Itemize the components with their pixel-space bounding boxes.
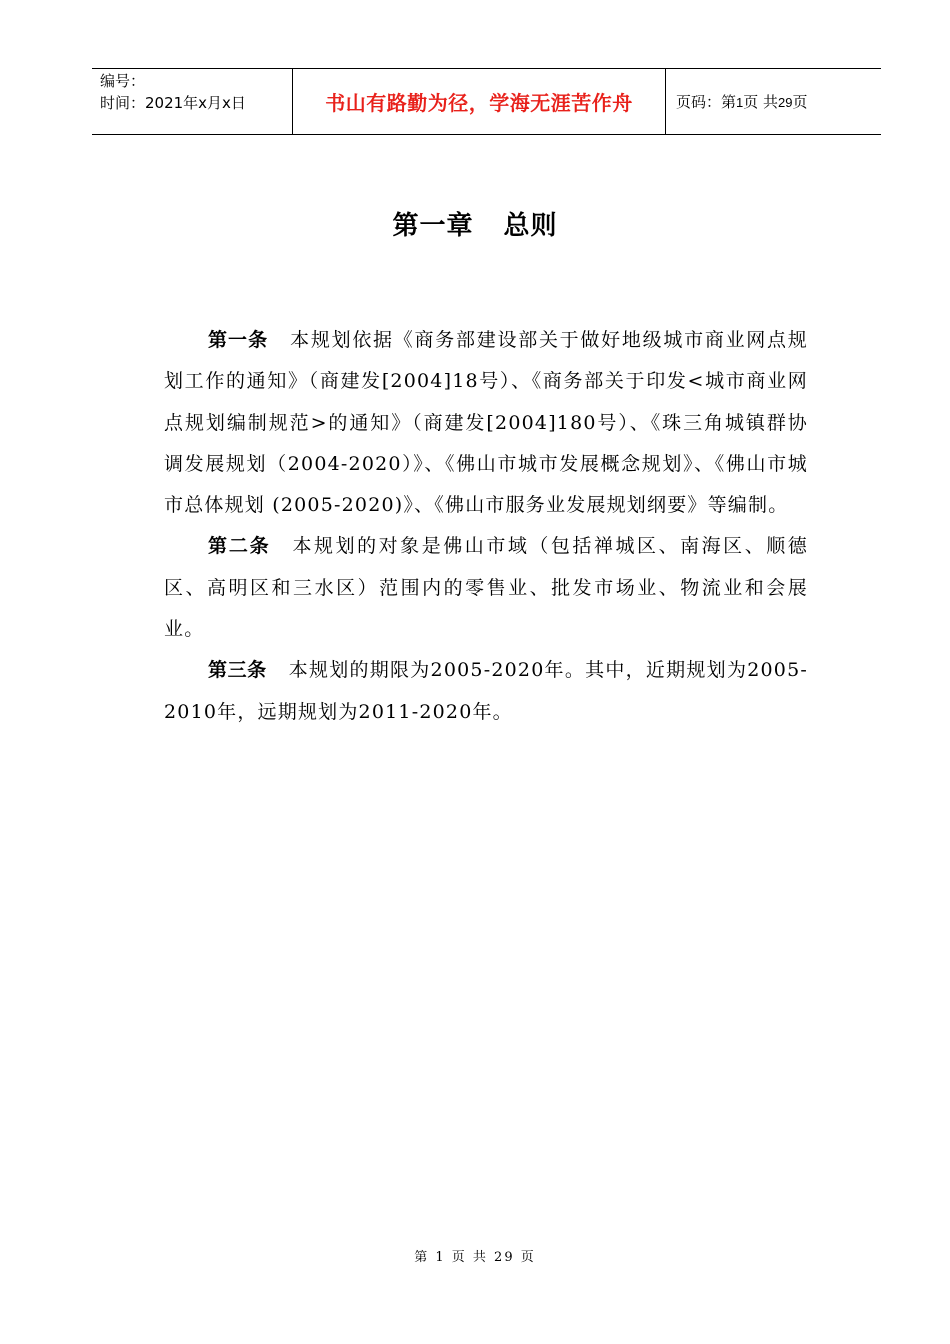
header-info-cell — [92, 69, 293, 134]
chapter-title — [0, 205, 950, 242]
article-text: 本规划的期限为2005-2020年。其中，近期规划为2005-2010年，远期规划为2011-2020年。 — [164, 659, 808, 723]
header-page-cell — [666, 69, 881, 134]
page-header — [92, 68, 881, 135]
page-middle: 页 共 — [743, 93, 779, 111]
document-body — [164, 320, 808, 733]
page-total: 29 — [778, 95, 793, 110]
article-label: 第一条 — [208, 329, 269, 351]
page-suffix: 页 — [792, 93, 808, 111]
page-footer: 第 1 页 共 29 页 — [414, 1250, 536, 1265]
chapter-name: 总则 — [503, 211, 558, 241]
chapter-number: 第一章 — [392, 211, 474, 241]
article-text: 本规划依据《商务部建设部关于做好地级城市商业网点规划工作的通知》（商建发[2004]18号）、《商务部关于印发<城市商业网点规划编制规范>的通知》（商建发[2004]180号）、《珠三角城镇群协调发展规划（2004-2020）》、《佛山市城市发展概念规划》、《佛山市城市总体规划 (2005-2020)》、《佛山市服务业发展规划纲要》等编制。 — [164, 329, 808, 517]
article-1 — [164, 320, 808, 526]
page-indicator — [676, 91, 881, 112]
number-label: 编号： — [100, 72, 146, 90]
article-label: 第三条 — [208, 659, 267, 682]
motto-text: 书山有路勤为径，学海无涯苦作舟 — [325, 91, 633, 115]
page-prefix: 页码：第 — [676, 93, 737, 111]
time-label: 时间：2021年x月x日 — [100, 94, 246, 112]
article-3 — [164, 650, 808, 733]
article-text: 本规划的对象是佛山市域（包括禅城区、南海区、顺德区、高明区和三水区）范围内的零售业、批发市场业、物流业和会展业。 — [164, 535, 808, 641]
header-motto-cell — [293, 69, 666, 134]
article-label: 第二条 — [208, 535, 271, 558]
page-current: 1 — [736, 95, 744, 110]
article-2 — [164, 526, 808, 650]
